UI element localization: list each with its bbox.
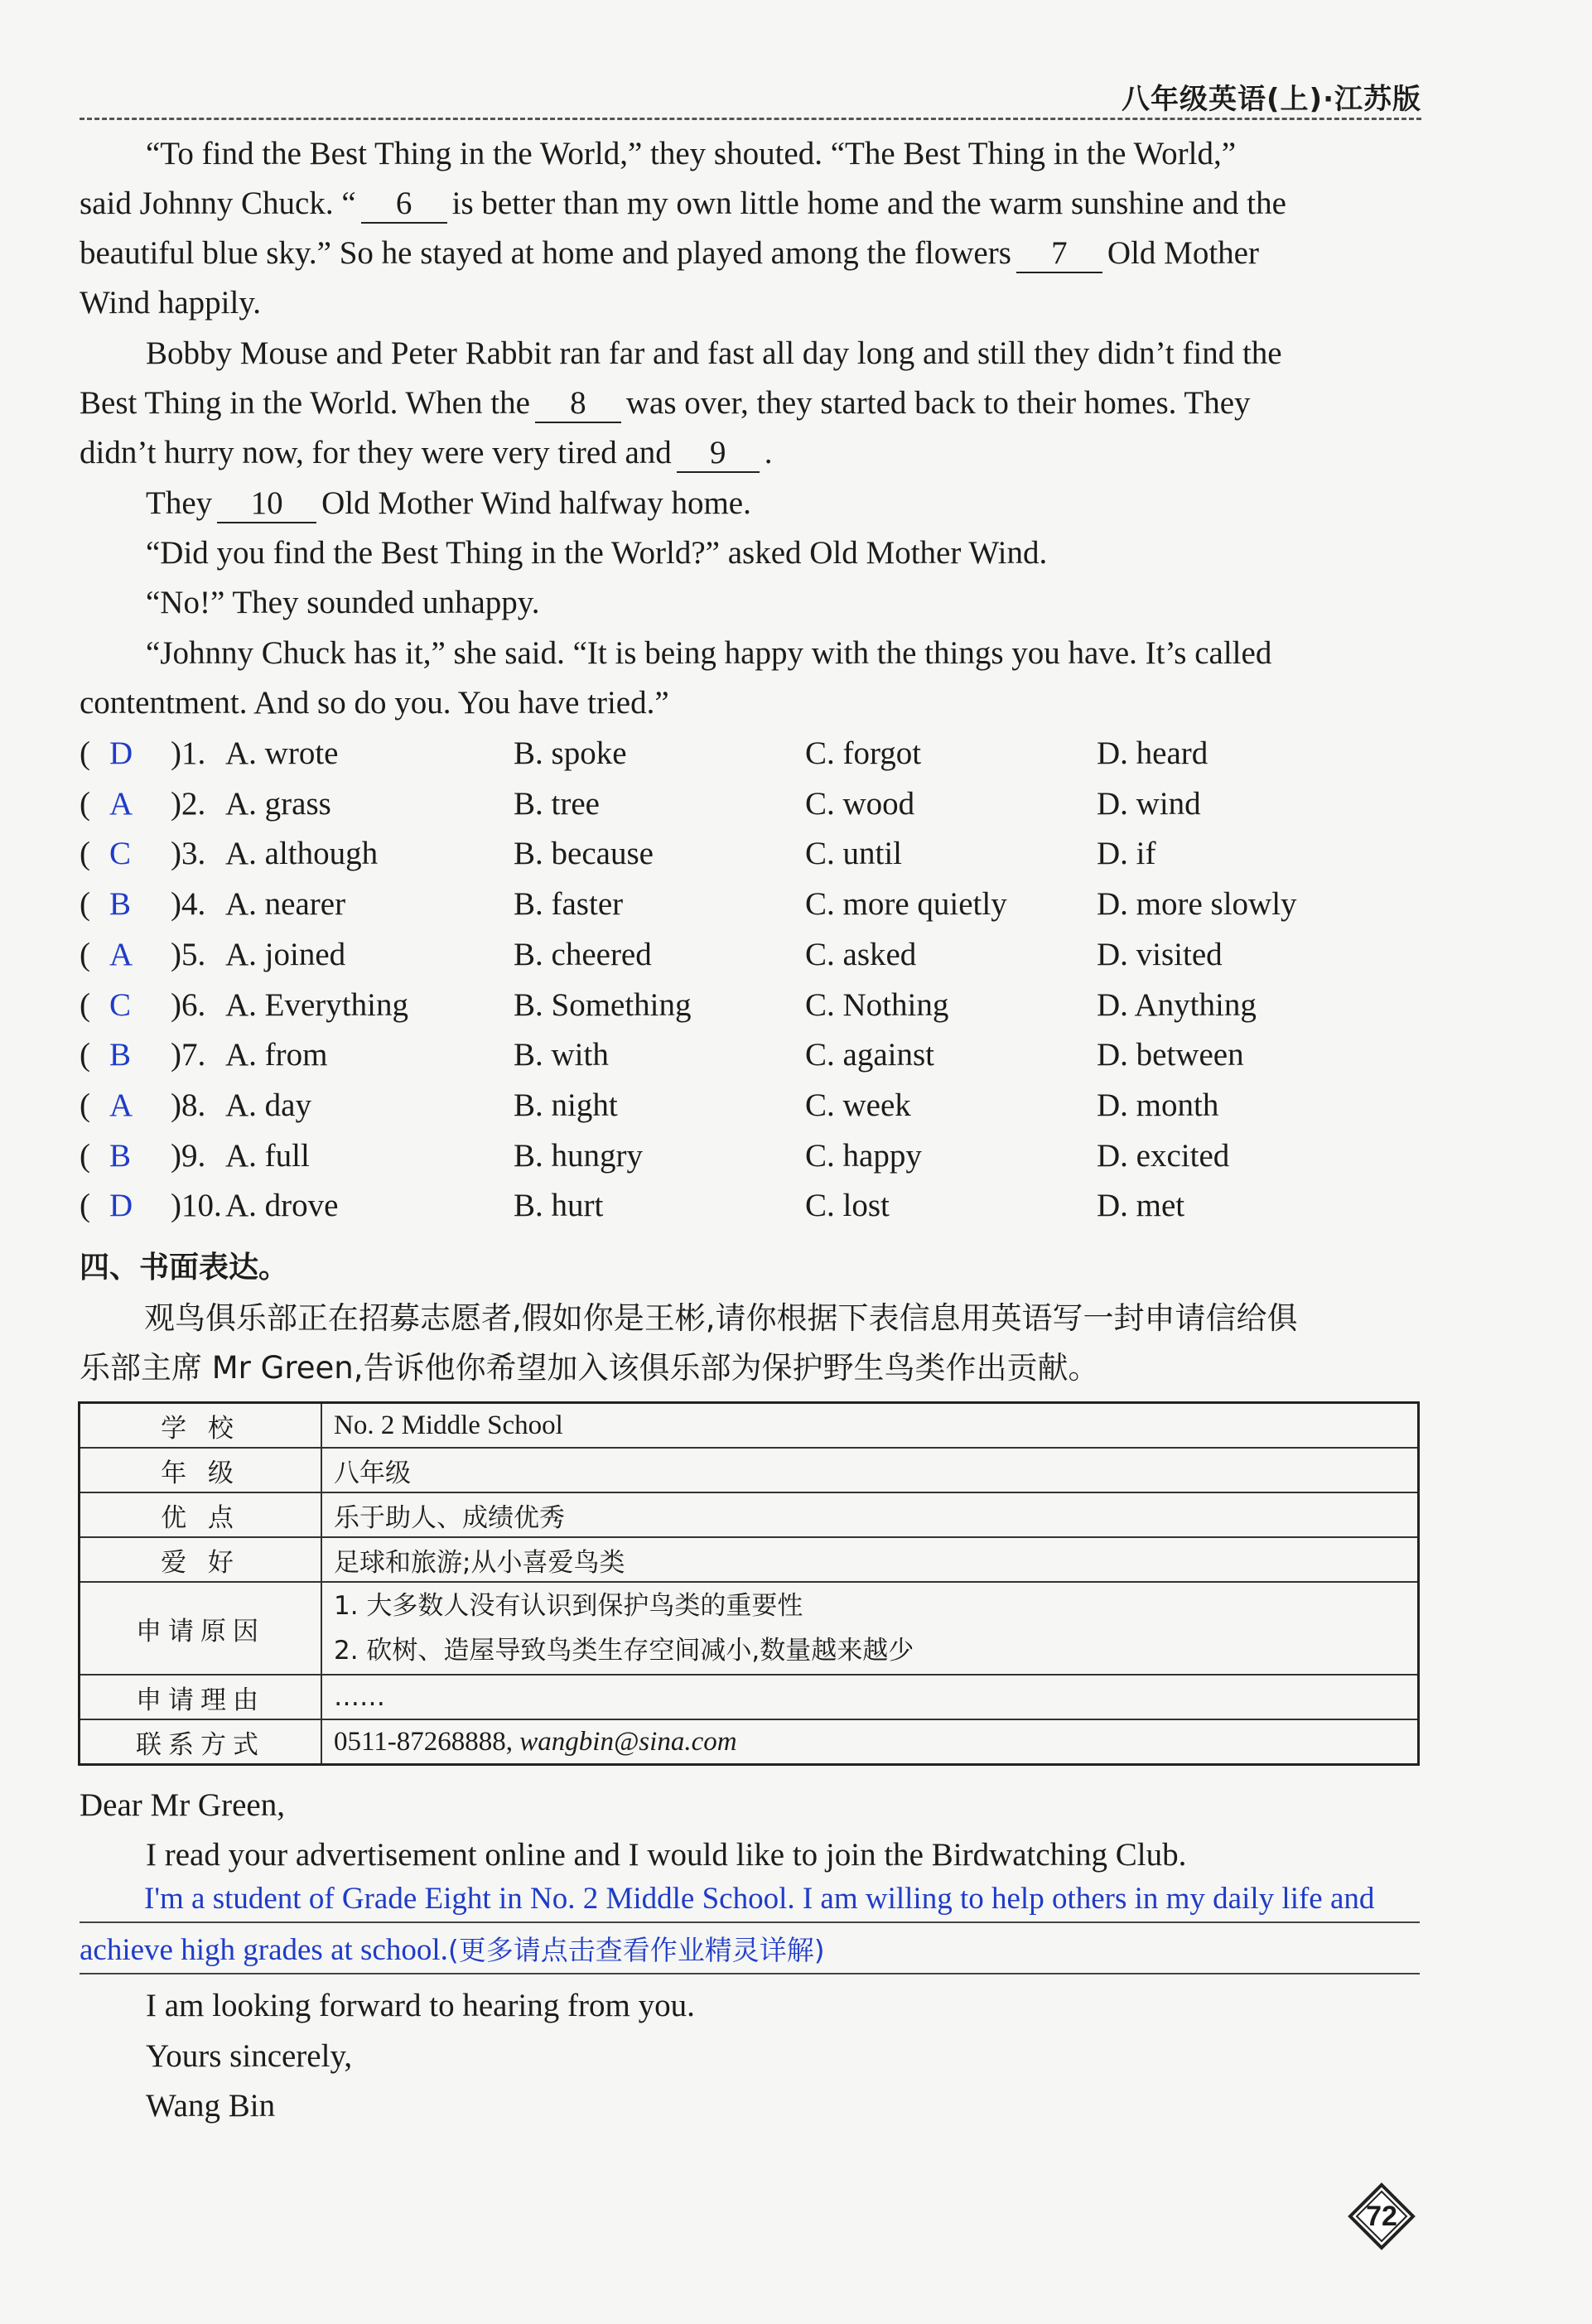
option-a: A. joined — [225, 936, 346, 972]
option-c: C. lost — [805, 1188, 890, 1224]
option-b: B. hungry — [514, 1137, 643, 1174]
question-number: )9. — [171, 1137, 206, 1174]
paren-open: ( — [80, 735, 90, 771]
table-value: 足球和旅游;从小喜爱鸟类 — [321, 1537, 1419, 1582]
reason-1: 1. 大多数人没有认识到保护鸟类的重要性 — [334, 1591, 803, 1621]
option-d: D. visited — [1097, 936, 1223, 972]
passage-line: “Johnny Chuck has it,” she said. “It is being happy with the things you have. It’s called — [146, 635, 1272, 671]
table-row — [80, 1537, 1419, 1582]
letter-closing: Yours sincerely, — [146, 2038, 353, 2074]
passage-line: contentment. And so do you. You have tried.” — [80, 685, 669, 721]
passage-line: “No!” They sounded unhappy. — [146, 585, 540, 620]
answer-letter: A — [109, 936, 133, 972]
answer-letter: C — [109, 836, 132, 872]
blank-8: 8 — [535, 385, 621, 423]
writing-instructions: 观鸟俱乐部正在招募志愿者,假如你是王彬,请你根据下表信息用英语写一封申请信给俱 — [144, 1300, 1298, 1336]
letter-line: I read your advertisement online and I would like to join the Birdwatching Club. — [146, 1837, 1187, 1873]
question-number: )7. — [171, 1037, 206, 1073]
answer-letter: B — [109, 1137, 132, 1174]
writing-rule — [80, 1921, 1420, 1923]
answer-line: I'm a student of Grade Eight in No. 2 Middle School. I am willing to help others in my daily life and — [144, 1882, 1375, 1916]
option-d: D. met — [1097, 1188, 1185, 1224]
passage-line: Best Thing in the World. When the 8 was over, they started back to their homes. They — [80, 378, 1251, 428]
table-row — [80, 1403, 1419, 1449]
option-a: A. from — [225, 1037, 328, 1073]
page-number: 72 — [1347, 2182, 1416, 2251]
paren-open: ( — [80, 1188, 90, 1224]
table-key: 年 级 — [80, 1448, 322, 1492]
table-row — [80, 1719, 1419, 1765]
question-number: )4. — [171, 886, 206, 923]
blank-7: 7 — [1016, 235, 1102, 273]
paren-open: ( — [80, 836, 90, 872]
option-d: D. heard — [1097, 735, 1208, 771]
blank-6: 6 — [361, 186, 447, 224]
option-a: A. grass — [225, 785, 331, 822]
question-number: )3. — [171, 836, 206, 872]
table-key: 申请理由 — [80, 1675, 322, 1719]
paren-open: ( — [80, 1037, 90, 1073]
passage-line: didn’t hurry now, for they were very tired and 9 . — [80, 428, 773, 478]
table-value — [321, 1582, 1419, 1675]
option-a: A. although — [225, 836, 379, 872]
contact-phone: 0511-87268888, — [334, 1726, 514, 1757]
answer-letter: C — [109, 986, 132, 1023]
table-row — [80, 1492, 1419, 1537]
table-row — [80, 1448, 1419, 1492]
option-b: B. tree — [514, 785, 600, 822]
option-b: B. Something — [514, 986, 692, 1023]
answer-letter: A — [109, 785, 133, 822]
table-key: 学 校 — [80, 1403, 322, 1449]
option-b: B. cheered — [514, 936, 652, 972]
writing-instructions: 乐部主席 Mr Green,告诉他你希望加入该俱乐部为保护野生鸟类作出贡献。 — [80, 1350, 1099, 1386]
passage-line: Wind happily. — [80, 285, 262, 321]
passage-line: They 10 Old Mother Wind halfway home. — [146, 479, 751, 528]
option-b: B. with — [514, 1037, 609, 1073]
answer-letter: A — [109, 1087, 133, 1123]
option-b: B. faster — [514, 886, 624, 923]
option-d: D. month — [1097, 1087, 1219, 1123]
passage-line: “Did you find the Best Thing in the World?” asked Old Mother Wind. — [146, 535, 1048, 571]
question-number: )1. — [171, 735, 206, 771]
question-number: )10. — [171, 1188, 222, 1224]
option-c: C. week — [805, 1087, 911, 1123]
reason-2: 2. 砍树、造屋导致鸟类生存空间减小,数量越来越少 — [334, 1636, 914, 1666]
table-value — [321, 1719, 1419, 1765]
option-c: C. wood — [805, 785, 915, 822]
option-a: A. Everything — [225, 986, 408, 1023]
option-c: C. happy — [805, 1137, 922, 1174]
paren-open: ( — [80, 785, 90, 822]
table-key: 申请原因 — [80, 1582, 322, 1675]
answer-letter: D — [109, 1188, 133, 1224]
header-divider — [80, 118, 1421, 120]
option-c: C. forgot — [805, 735, 922, 771]
question-number: )8. — [171, 1087, 206, 1123]
option-c: C. Nothing — [805, 986, 949, 1023]
paren-open: ( — [80, 986, 90, 1023]
contact-email: wangbin@sina.com — [519, 1726, 737, 1757]
passage-line: “To find the Best Thing in the World,” they shouted. “The Best Thing in the World,” — [146, 136, 1237, 171]
option-a: A. nearer — [225, 886, 346, 923]
question-number: )6. — [171, 986, 206, 1023]
option-b: B. hurt — [514, 1188, 604, 1224]
table-value: No. 2 Middle School — [321, 1403, 1419, 1449]
option-d: D. wind — [1097, 785, 1201, 822]
blank-9: 9 — [677, 435, 760, 473]
option-c: C. more quietly — [805, 886, 1007, 923]
option-b: B. spoke — [514, 735, 627, 771]
option-c: C. against — [805, 1037, 934, 1073]
answer-letter: B — [109, 886, 132, 923]
writing-rule — [80, 1973, 1420, 1974]
blank-10: 10 — [217, 485, 316, 523]
paren-open: ( — [80, 1087, 90, 1123]
table-key: 联系方式 — [80, 1719, 322, 1765]
page-header-title: 八年级英语(上)·江苏版 — [1122, 83, 1421, 116]
letter-signature: Wang Bin — [146, 2088, 276, 2124]
answer-letter: B — [109, 1037, 132, 1073]
section-heading: 四、书面表达。 — [80, 1251, 289, 1285]
passage-line: beautiful blue sky.” So he stayed at home and played among the flowers 7 Old Mother — [80, 229, 1259, 278]
option-d: D. more slowly — [1097, 886, 1297, 923]
option-d: D. Anything — [1097, 986, 1257, 1023]
passage-line: said Johnny Chuck. “ 6 is better than my own little home and the warm sunshine and the — [80, 179, 1286, 229]
paren-open: ( — [80, 936, 90, 972]
option-c: C. until — [805, 836, 903, 872]
paren-open: ( — [80, 886, 90, 923]
option-c: C. asked — [805, 936, 917, 972]
option-d: D. excited — [1097, 1137, 1230, 1174]
question-number: )2. — [171, 785, 206, 822]
table-value: …… — [321, 1675, 1419, 1719]
table-value: 乐于助人、成绩优秀 — [321, 1492, 1419, 1537]
option-b: B. because — [514, 836, 654, 872]
answer-line: achieve high grades at school.(更多请点击查看作业精灵详解) — [80, 1933, 825, 1967]
option-a: A. drove — [225, 1188, 339, 1224]
table-value: 八年级 — [321, 1448, 1419, 1492]
letter-line: I am looking forward to hearing from you. — [146, 1988, 695, 2023]
option-d: D. between — [1097, 1037, 1244, 1073]
info-table — [78, 1401, 1420, 1766]
passage-line: Bobby Mouse and Peter Rabbit ran far and fast all day long and still they didn’t find the — [146, 335, 1282, 371]
answer-letter: D — [109, 735, 133, 771]
table-key: 优 点 — [80, 1492, 322, 1537]
option-d: D. if — [1097, 836, 1156, 872]
table-key: 爱 好 — [80, 1537, 322, 1582]
table-row — [80, 1675, 1419, 1719]
paren-open: ( — [80, 1137, 90, 1174]
option-a: A. full — [225, 1137, 310, 1174]
question-number: )5. — [171, 936, 206, 972]
option-a: A. day — [225, 1087, 311, 1123]
option-a: A. wrote — [225, 735, 339, 771]
table-row — [80, 1582, 1419, 1675]
letter-greeting: Dear Mr Green, — [80, 1787, 285, 1823]
option-b: B. night — [514, 1087, 618, 1123]
